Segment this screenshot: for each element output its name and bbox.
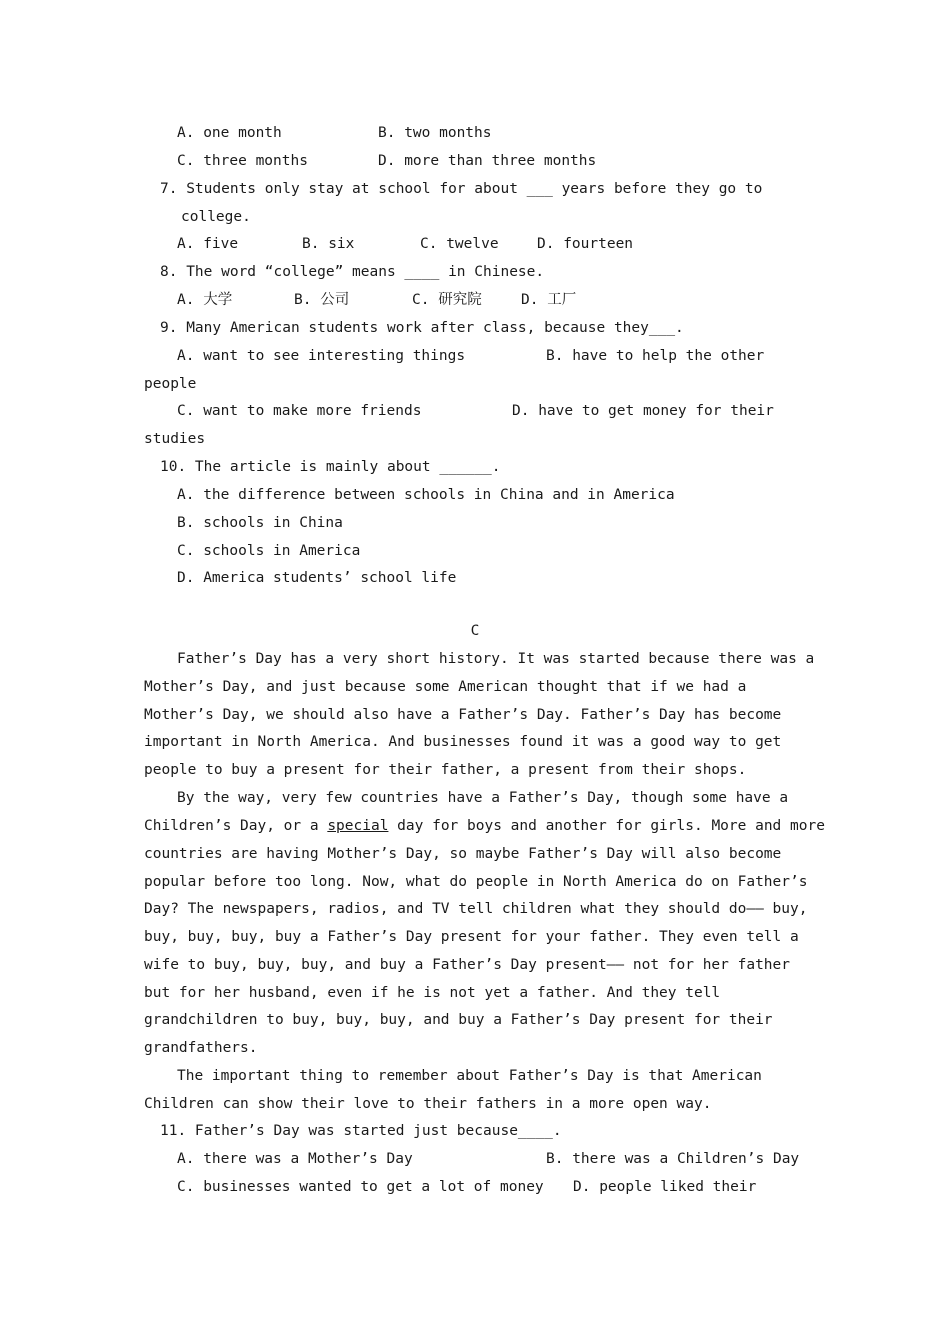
q11-option-c: C. businesses wanted to get a lot of money <box>177 1179 544 1195</box>
passage-heading: C <box>470 623 480 639</box>
paragraph-2-line: grandfathers. <box>144 1040 258 1056</box>
q11-stem: 11. Father’s Day was started just because____. <box>160 1123 562 1139</box>
q6-option-a: A. one month <box>177 125 282 141</box>
q7-option-a: A. five <box>177 236 239 252</box>
q9-stem: 9. Many American students work after class, because they___. <box>160 320 684 336</box>
paragraph-1-line: Mother’s Day, we should also have a Father’s Day. Father’s Day has become <box>144 707 782 723</box>
q10-option-d: D. America students’ school life <box>177 570 457 586</box>
paragraph-3-line: Children can show their love to their fathers in a more open way. <box>144 1096 712 1112</box>
paragraph-1-line: important in North America. And businesses found it was a good way to get <box>144 734 782 750</box>
q9-option-d-continued: studies <box>144 431 206 447</box>
q9-option-a: A. want to see interesting things <box>177 348 466 364</box>
q9-option-d: D. have to get money for their <box>512 403 774 419</box>
q10-stem: 10. The article is mainly about ______. <box>160 459 501 475</box>
q8-option-a: A. 大学 <box>177 292 233 308</box>
q9-option-b: B. have to help the other <box>546 348 765 364</box>
paragraph-1-line: Mother’s Day, and just because some American thought that if we had a <box>144 679 747 695</box>
paragraph-2-line: countries are having Mother’s Day, so maybe Father’s Day will also become <box>144 846 782 862</box>
q11-option-d: D. people liked their <box>573 1179 757 1195</box>
paragraph-2-line: but for her husband, even if he is not yet a father. And they tell <box>144 985 721 1001</box>
paragraph-1-line: Father’s Day has a very short history. It was started because there was a <box>177 651 815 667</box>
q9-option-b-continued: people <box>144 376 197 392</box>
q7-option-b: B. six <box>302 236 355 252</box>
q7-stem: 7. Students only stay at school for about ___ years before they go to <box>160 181 763 197</box>
q8-option-d: D. 工厂 <box>521 292 577 308</box>
paragraph-2-line: wife to buy, buy, buy, and buy a Father’s Day present—— not for her father <box>144 957 791 973</box>
paragraph-2-line: By the way, very few countries have a Father’s Day, though some have a <box>177 790 789 806</box>
q6-option-d: D. more than three months <box>378 153 597 169</box>
paragraph-2-line: popular before too long. Now, what do people in North America do on Father’s <box>144 874 808 890</box>
paragraph-1-line: people to buy a present for their father, a present from their shops. <box>144 762 747 778</box>
q8-option-b: B. 公司 <box>294 292 350 308</box>
q11-option-a: A. there was a Mother’s Day <box>177 1151 413 1167</box>
q7-option-d: D. fourteen <box>537 236 634 252</box>
q10-option-c: C. schools in America <box>177 543 361 559</box>
q8-option-c: C. 研究院 <box>412 292 482 308</box>
q7-stem-continued: college. <box>181 209 251 225</box>
paragraph-2-line: grandchildren to buy, buy, buy, and buy a Father’s Day present for their <box>144 1012 773 1028</box>
paragraph-2-line: buy, buy, buy, buy a Father’s Day present for your father. They even tell a <box>144 929 799 945</box>
paragraph-3-line: The important thing to remember about Father’s Day is that American <box>177 1068 762 1084</box>
q6-option-c: C. three months <box>177 153 308 169</box>
q10-option-b: B. schools in China <box>177 515 343 531</box>
underlined-word-special: special <box>327 818 389 834</box>
paragraph-2-line <box>144 816 825 836</box>
q6-option-b: B. two months <box>378 125 492 141</box>
q9-option-c: C. want to make more friends <box>177 403 422 419</box>
q8-stem: 8. The word “college” means ____ in Chinese. <box>160 264 545 280</box>
text-segment: Children’s Day, or a <box>144 818 328 834</box>
paragraph-2-line: Day? The newspapers, radios, and TV tell children what they should do—— buy, <box>144 901 808 917</box>
q11-option-b: B. there was a Children’s Day <box>546 1151 800 1167</box>
text-segment: day for boys and another for girls. More and more <box>388 818 825 834</box>
q7-option-c: C. twelve <box>420 236 499 252</box>
q10-option-a: A. the difference between schools in China and in America <box>177 487 675 503</box>
